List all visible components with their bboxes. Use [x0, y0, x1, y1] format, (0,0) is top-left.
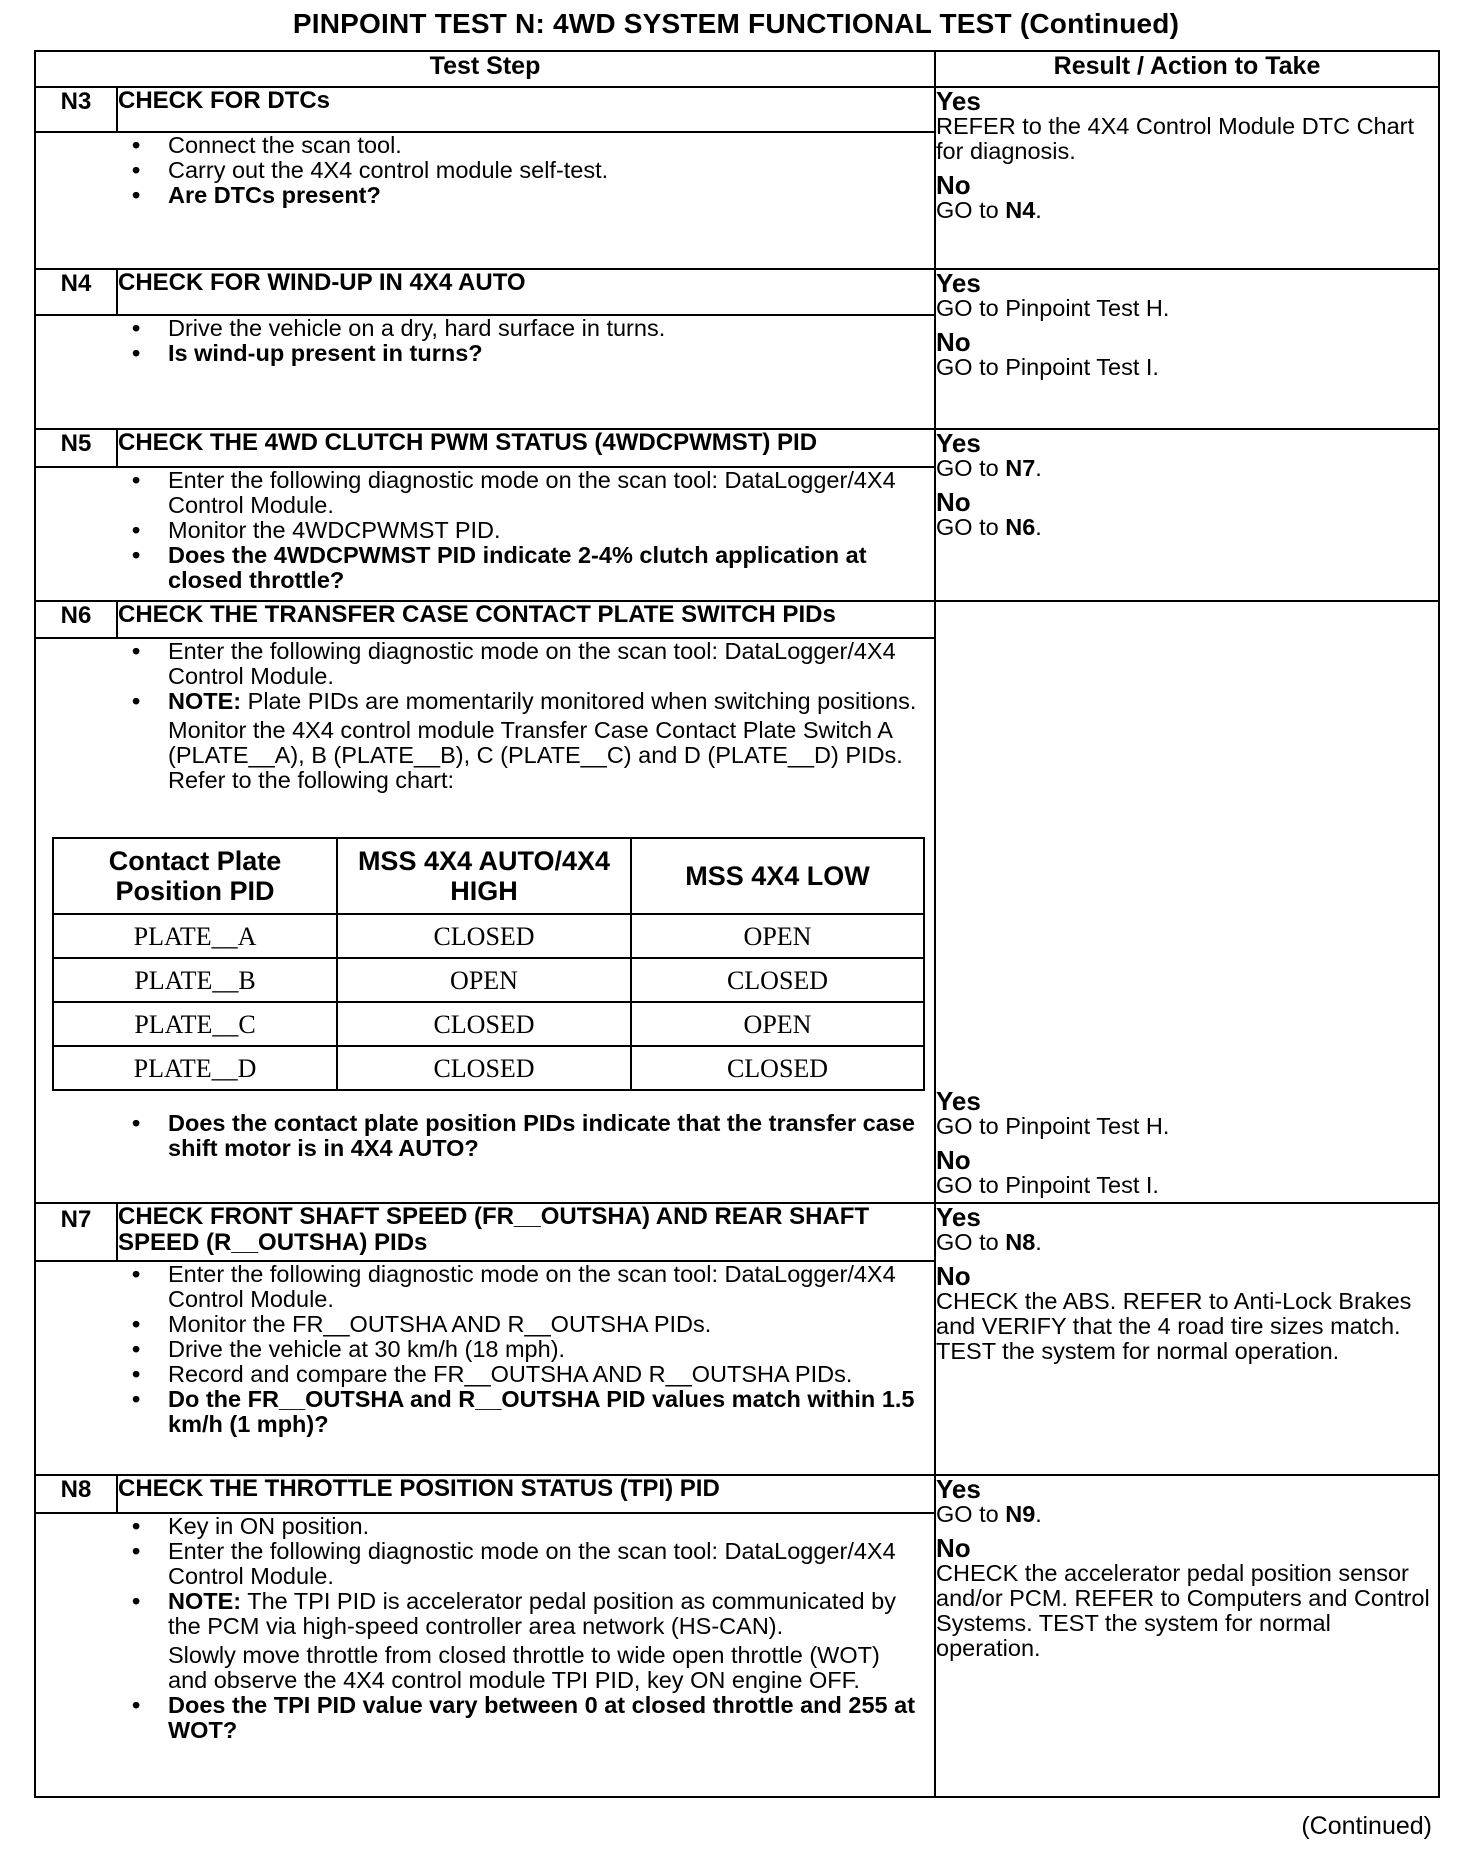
list-item: • Does the TPI PID value vary between 0 at closed throttle and 255 at WOT? — [36, 1693, 924, 1743]
pinpoint-test-table — [34, 50, 1440, 1798]
table-cell: PLATE__A — [53, 914, 337, 958]
no-label: No — [936, 1145, 971, 1175]
yes-label: Yes — [936, 1086, 981, 1116]
step-heading: CHECK THE 4WD CLUTCH PWM STATUS (4WDCPWMST) PID — [117, 429, 935, 467]
note-label: NOTE: — [168, 1587, 242, 1614]
note-label: NOTE: — [168, 688, 242, 715]
yes-label: Yes — [936, 1474, 981, 1504]
step-n4-heading-row — [35, 269, 1439, 315]
yes-label: Yes — [936, 268, 981, 298]
yes-action-ref: N9 — [1005, 1501, 1036, 1527]
yes-action: GO to Pinpoint Test H. — [936, 295, 1170, 321]
page-title: PINPOINT TEST N: 4WD SYSTEM FUNCTIONAL TEST (Continued) — [292, 8, 1180, 39]
list-item: • Monitor the 4WDCPWMST PID. — [36, 518, 924, 543]
step-heading: CHECK FRONT SHAFT SPEED (FR__OUTSHA) AND REAR SHAFT SPEED (R__OUTSHA) PIDs — [117, 1203, 935, 1261]
list-item: • Enter the following diagnostic mode on the scan tool: DataLogger/4X4 Control Module. — [36, 1539, 924, 1589]
list-item: • Record and compare the FR__OUTSHA AND R__OUTSHA PIDs. — [36, 1362, 924, 1387]
no-label: No — [936, 170, 971, 200]
table-cell: PLATE__C — [53, 1002, 337, 1046]
yes-action-punct: . — [1035, 1229, 1042, 1255]
list-item: • Connect the scan tool. — [36, 133, 924, 158]
yes-action — [936, 1502, 1438, 1527]
step-n6-heading-row — [35, 601, 1439, 638]
yes-action: REFER to the 4X4 Control Module DTC Chart for diagnosis. — [936, 113, 1415, 164]
no-action-ref: N6 — [1005, 514, 1036, 540]
step-id: N4 — [35, 269, 117, 315]
list-item: • Enter the following diagnostic mode on the scan tool: DataLogger/4X4 Control Module. — [36, 639, 924, 689]
list-item: • Does the 4WDCPWMST PID indicate 2-4% clutch application at closed throttle? — [36, 543, 924, 593]
table-header-row — [35, 51, 1439, 87]
table-cell: CLOSED — [631, 1046, 924, 1090]
table-row — [53, 958, 924, 1002]
step-result — [935, 1203, 1439, 1475]
list-item: • Are DTCs present? — [36, 183, 924, 208]
no-action — [936, 198, 1438, 223]
step-result — [935, 429, 1439, 601]
step-result — [935, 269, 1439, 429]
chart-column-header: Contact Plate Position PID — [53, 838, 337, 914]
no-action-punct: . — [1035, 197, 1042, 223]
instruction-paragraph: Monitor the 4X4 control module Transfer Case Contact Plate Switch A (PLATE__A), B (PLATE__B), C (PLATE__C) and D (PLATE__D) PIDs. Refer to the following chart: — [168, 717, 903, 794]
note-text: The TPI PID is accelerator pedal position as communicated by the PCM via high-speed controller area network (HS-CAN). — [168, 1587, 896, 1639]
step-heading: CHECK FOR DTCs — [117, 87, 935, 132]
yes-label: Yes — [936, 86, 981, 116]
yes-action-ref: N7 — [1005, 455, 1036, 481]
table-cell: OPEN — [631, 914, 924, 958]
table-cell: CLOSED — [337, 1046, 631, 1090]
table-cell: CLOSED — [631, 958, 924, 1002]
table-row — [53, 914, 924, 958]
table-cell: PLATE__B — [53, 958, 337, 1002]
step-result — [935, 1475, 1439, 1797]
note-text: Plate PIDs are momentarily monitored when switching positions. — [241, 688, 917, 715]
step-body — [35, 1513, 935, 1797]
step-heading: CHECK THE THROTTLE POSITION STATUS (TPI) PID — [117, 1475, 935, 1513]
step-id: N8 — [35, 1475, 117, 1513]
step-n5-heading-row — [35, 429, 1439, 467]
table-cell: OPEN — [631, 1002, 924, 1046]
list-item: • Is wind-up present in turns? — [36, 341, 924, 366]
step-body — [35, 315, 935, 429]
table-cell: CLOSED — [337, 1002, 631, 1046]
list-item: • Do the FR__OUTSHA and R__OUTSHA PID values match within 1.5 km/h (1 mph)? — [36, 1387, 924, 1437]
step-id: N3 — [35, 87, 117, 132]
yes-action — [936, 1230, 1438, 1255]
step-n7-heading-row — [35, 1203, 1439, 1261]
step-heading: CHECK FOR WIND-UP IN 4X4 AUTO — [117, 269, 935, 315]
no-action — [936, 515, 1438, 540]
step-id: N7 — [35, 1203, 117, 1261]
no-action: CHECK the ABS. REFER to Anti-Lock Brakes and VERIFY that the 4 road tire sizes match. TEST the system for normal operation. — [936, 1288, 1412, 1364]
yes-action-text: GO to — [936, 1229, 1006, 1255]
step-id: N6 — [35, 601, 117, 638]
no-label: No — [936, 327, 971, 357]
yes-label: Yes — [936, 1202, 981, 1232]
list-item: • Carry out the 4X4 control module self-test. — [36, 158, 924, 183]
step-n8-heading-row — [35, 1475, 1439, 1513]
step-result — [935, 601, 1439, 1203]
no-action-punct: . — [1035, 514, 1042, 540]
no-action-text: GO to — [936, 197, 1006, 223]
step-id: N5 — [35, 429, 117, 467]
instruction-paragraph: Slowly move throttle from closed throttle to wide open throttle (WOT) and observe the 4X4 control module TPI PID, key ON engine OFF. — [168, 1641, 880, 1693]
yes-action: GO to Pinpoint Test H. — [936, 1113, 1170, 1139]
list-item: • Enter the following diagnostic mode on the scan tool: DataLogger/4X4 Control Module. — [36, 468, 924, 518]
table-cell: PLATE__D — [53, 1046, 337, 1090]
table-row — [53, 1046, 924, 1090]
step-heading: CHECK THE TRANSFER CASE CONTACT PLATE SWITCH PIDs — [117, 601, 935, 638]
table-cell: CLOSED — [337, 914, 631, 958]
yes-action — [936, 456, 1438, 481]
no-action: GO to Pinpoint Test I. — [936, 1172, 1159, 1198]
list-item: • Monitor the FR__OUTSHA AND R__OUTSHA PIDs. — [36, 1312, 924, 1337]
result-header: Result / Action to Take — [935, 51, 1439, 87]
step-body — [35, 132, 935, 269]
list-item — [36, 1589, 924, 1639]
list-item: • Drive the vehicle at 30 km/h (18 mph). — [36, 1337, 924, 1362]
step-n3-heading-row — [35, 87, 1439, 132]
chart-header-row — [53, 838, 924, 914]
no-action: GO to Pinpoint Test I. — [936, 354, 1159, 380]
yes-action-punct: . — [1035, 455, 1042, 481]
step-body — [35, 1261, 935, 1475]
list-item: • Enter the following diagnostic mode on the scan tool: DataLogger/4X4 Control Module. — [36, 1262, 924, 1312]
yes-action-ref: N8 — [1005, 1229, 1036, 1255]
table-row — [53, 1002, 924, 1046]
list-item: • Drive the vehicle on a dry, hard surface in turns. — [36, 316, 924, 341]
yes-label: Yes — [936, 428, 981, 458]
list-item: • Does the contact plate position PIDs indicate that the transfer case shift motor is in 4X4 AUTO? — [36, 1111, 924, 1161]
list-item: • Key in ON position. — [36, 1514, 924, 1539]
no-action-text: GO to — [936, 514, 1006, 540]
no-label: No — [936, 1533, 971, 1563]
chart-column-header: MSS 4X4 AUTO/4X4 HIGH — [337, 838, 631, 914]
yes-action-text: GO to — [936, 1501, 1006, 1527]
step-result — [935, 87, 1439, 269]
no-label: No — [936, 1261, 971, 1291]
step-body — [35, 467, 935, 601]
no-action-ref: N4 — [1005, 197, 1036, 223]
chart-column-header: MSS 4X4 LOW — [631, 838, 924, 914]
list-item — [36, 689, 924, 714]
no-label: No — [936, 487, 971, 517]
no-action: CHECK the accelerator pedal position sensor and/or PCM. REFER to Computers and Control Systems. TEST the system for normal operation. — [936, 1560, 1430, 1661]
table-cell: OPEN — [337, 958, 631, 1002]
step-body — [35, 638, 935, 1203]
yes-action-text: GO to — [936, 455, 1006, 481]
continued-footer: (Continued) — [1301, 1812, 1432, 1840]
test-step-header: Test Step — [35, 51, 935, 87]
yes-action-punct: . — [1035, 1501, 1042, 1527]
contact-plate-chart — [52, 837, 925, 1091]
